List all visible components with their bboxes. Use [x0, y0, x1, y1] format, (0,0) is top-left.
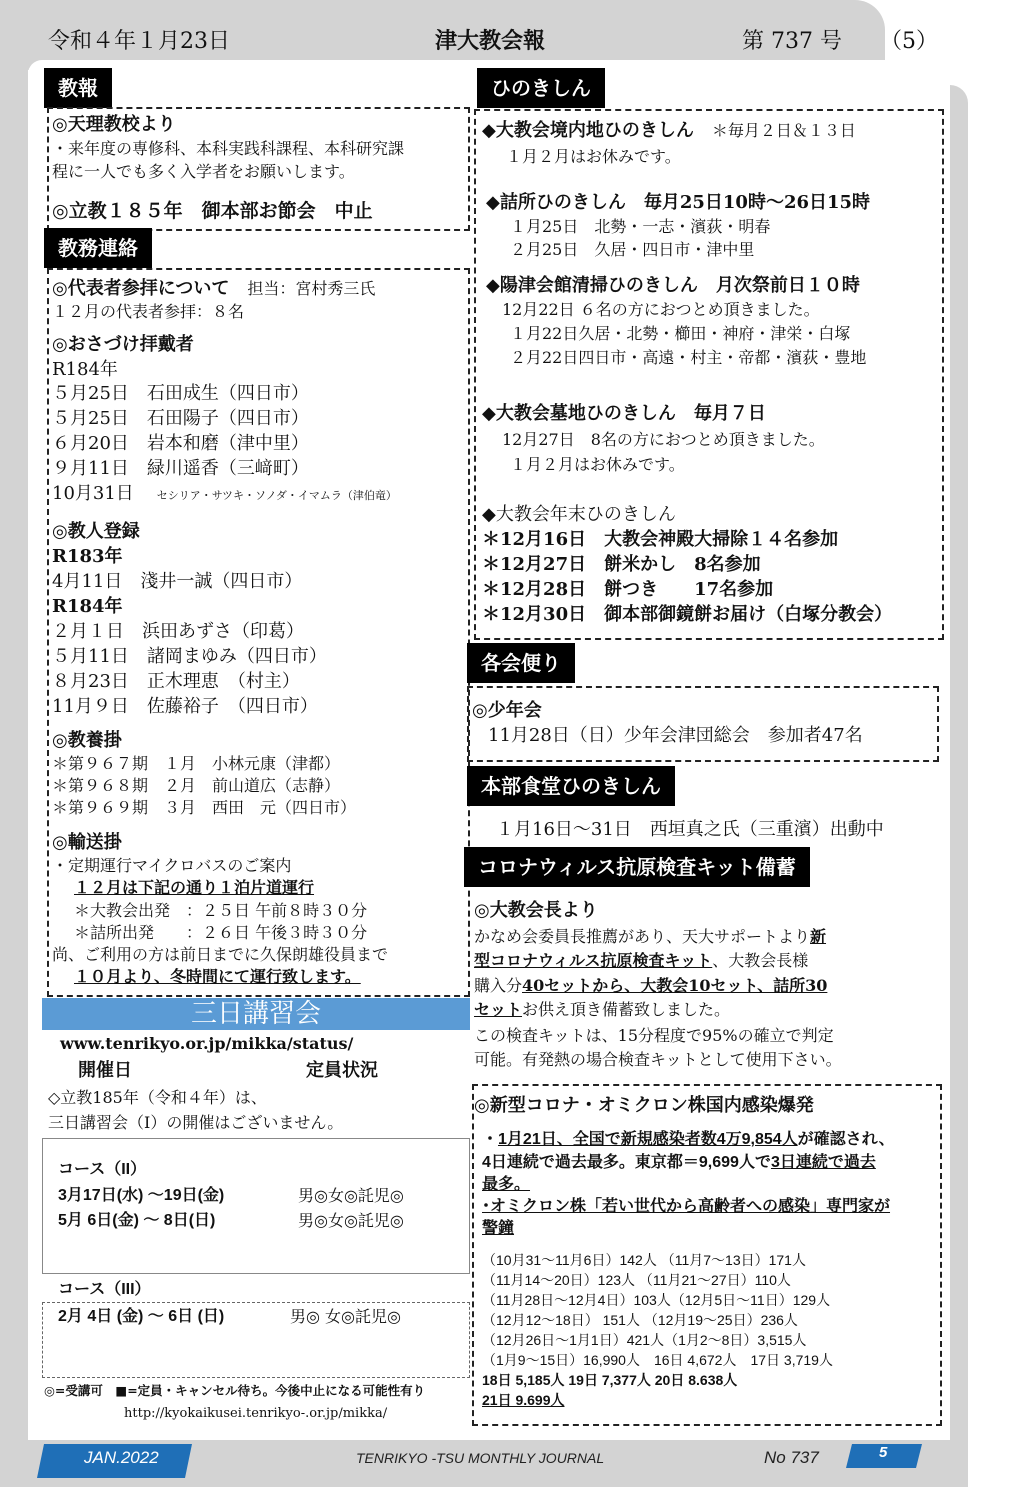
- omicron-weekly: （1月9～15日）16,990人 16日 4,672人 17日 3,719人: [482, 1352, 833, 1368]
- corona-line: この検査キットは、15分程度で95%の確立で判定: [474, 1026, 834, 1045]
- kyomu-line: ・定期運行マイクロバスのご案内: [52, 856, 292, 875]
- kyomu-line: ＊大教会出発 ：２５日 午前８時３０分: [74, 901, 368, 920]
- omicron-weekly: 18日 5,185人 19日 7,377人 20日 8.638人: [482, 1372, 738, 1388]
- mikka-course2-status: 男◎女◎託児◎: [298, 1211, 404, 1230]
- hinokishin-line: １月22日久居・北勢・櫛田・神府・津栄・白塚: [510, 324, 851, 343]
- footer-journal: TENRIKYO -TSU MONTHLY JOURNAL: [356, 1450, 605, 1466]
- kakukai-line: ◎少年会: [472, 700, 542, 721]
- kyomu-line: ＊詰所出発 ：２６日 午後３時３０分: [74, 923, 368, 942]
- header-date: 令和４年１月23日: [48, 29, 230, 54]
- mikka-course3-status: 男◎ 女◎託児◎: [290, 1307, 401, 1326]
- corona-line: ◎大教会長より: [474, 900, 598, 921]
- kyomu-line: R184年: [52, 359, 118, 380]
- kyomu-line: ５月11日 諸岡まゆみ（四日市）: [52, 646, 327, 667]
- kyomu-line: ２月１日 浜田あずさ（印葛）: [52, 621, 304, 642]
- hinokishin-line: １月25日 北勢・一志・濱荻・明春: [510, 217, 771, 236]
- corona-line: かなめ会委員長推薦があり、天大サポートより新: [474, 927, 827, 946]
- mikka-course3: コース（III）: [58, 1281, 151, 1298]
- kyomu-line: 4月11日 淺井一誠（四日市）: [52, 571, 303, 592]
- kyomu-line: 11月９日 佐藤裕子 （四日市）: [52, 696, 318, 717]
- omicron-weekly: （10月31～11月6日）142人 （11月7～13日）171人: [482, 1252, 806, 1268]
- section-kakukai: 各会便り: [467, 643, 575, 683]
- omicron-line: ･オミクロン株「若い世代から高齢者への感染」専門家が: [482, 1198, 891, 1215]
- mikka-url2[interactable]: http://kyokaikusei.tenrikyo-.or.jp/mikka/: [124, 1406, 388, 1421]
- kyomu-line: ５月25日 石田成生（四日市）: [52, 383, 309, 404]
- omicron-weekly: （11月28日～12月4日）103人（12月5日～11日）129人: [482, 1292, 831, 1308]
- mikka-note: 三日講習会（Ⅰ）の開催はございません。: [48, 1113, 344, 1132]
- corona-line: 可能。有発熱の場合検査キットとして使用下さい。: [474, 1050, 842, 1069]
- hinokishin-line: ◆詰所ひのきしん 毎月25日10時～26日15時: [486, 192, 871, 213]
- kyoho-line: ・来年度の専修科、本科実践科課程、本科研究課: [52, 139, 405, 158]
- kyomu-line: １０月より、冬時間にて運行致します。: [74, 967, 361, 986]
- page-frame-right: [950, 85, 968, 1445]
- omicron-weekly: （12月26日～1月1日）421人（1月2～8日）3,515人: [482, 1332, 807, 1348]
- kyomu-line: 10月31日 セシリア・サツキ・ソノダ・イマムラ（津伯竜）: [52, 483, 397, 504]
- kyomu-line: ＊第９６７期 １月 小林元康（津都）: [52, 754, 341, 773]
- hinokishin-line: 12月22日 ６名の方におつとめ頂きました。: [502, 300, 820, 319]
- footer-date: JAN.2022: [84, 1448, 159, 1467]
- mikka-legend: ◎=受講可 ■=定員・キャンセル待ち。今後中止になる可能性有り: [44, 1383, 426, 1398]
- corona-line: 型コロナウィルス抗原検査キット、大教会長様: [474, 951, 809, 970]
- kyomu-line: R183年: [52, 546, 123, 567]
- section-kyomu: 教務連絡: [44, 228, 152, 268]
- hinokishin-line: ◆大教会年末ひのきしん: [482, 504, 676, 525]
- kyomu-line: ◎輸送掛: [52, 832, 122, 853]
- mikka-course2: コース（II）: [58, 1161, 147, 1178]
- section-corona: コロナウィルス抗原検査キット備蓄: [464, 847, 810, 887]
- kyomu-line: ◎教養掛: [52, 730, 122, 751]
- hinokishin-line: ２月22日四日市・高遠・村主・帝都・濱荻・豊地: [510, 348, 867, 367]
- omicron-line: ・1月21日、全国で新規感染者数4万9,854人が確認され、: [482, 1131, 895, 1148]
- header-issue: 第 737 号: [742, 29, 842, 54]
- hinokishin-line: ＊12月30日 御本部御鏡餅お届け（白塚分教会）: [482, 604, 893, 625]
- hinokishin-line: 12月27日 8名の方におつとめ頂きました。: [502, 430, 825, 449]
- omicron-line: 最多。: [482, 1176, 531, 1193]
- mikka-url[interactable]: www.tenrikyo.or.jp/mikka/status/: [60, 1034, 354, 1053]
- section-shokudo: 本部食堂ひのきしん: [467, 766, 675, 806]
- kyoho-line: ◎立教１８５年 御本部お節会 中止: [52, 200, 373, 222]
- shokudo-line: １月16日～31日 西垣真之氏（三重濱）出動中: [496, 819, 884, 840]
- footer-issue: No 737: [764, 1448, 819, 1467]
- omicron-line: 4日連続で過去最多。東京都＝9,699人で3日連続で過去: [482, 1154, 876, 1171]
- omicron-weekly: 21日 9.699人: [482, 1392, 565, 1408]
- mikka-course3-date: 2月 4日 (金) ～ 6日 (日): [58, 1308, 225, 1325]
- mikka-col-status: 定員状況: [306, 1060, 378, 1081]
- section-kyoho: 教報: [44, 68, 112, 108]
- kyomu-line: ６月20日 岩本和磨（津中里）: [52, 433, 309, 454]
- header-page: （5）: [880, 29, 938, 54]
- hinokishin-line: ◆大教会墓地ひのきしん 毎月７日: [482, 403, 766, 424]
- mikka-col-date: 開催日: [78, 1060, 132, 1081]
- footer-page: 5: [879, 1444, 888, 1461]
- mikka-course2-status: 男◎女◎託児◎: [298, 1186, 404, 1205]
- kyomu-line: ＊第９６８期 ２月 前山道広（志静）: [52, 776, 341, 795]
- hinokishin-line: ◆陽津会館清掃ひのきしん 月次祭前日１０時: [486, 275, 860, 296]
- mikka-course2-date: 3月17日(水) ～19日(金): [58, 1187, 225, 1204]
- kyomu-line: ◎教人登録: [52, 521, 140, 542]
- mikka-course2-date: 5月 6日(金) ～ 8日(日): [58, 1212, 216, 1229]
- mikka-banner: 三日講習会: [42, 998, 470, 1030]
- hinokishin-line: ＊12月27日 餅米かし 8名参加: [482, 554, 761, 575]
- kyomu-line: ８月23日 正木理恵 （村主）: [52, 671, 300, 692]
- kyomu-line: R184年: [52, 596, 123, 617]
- omicron-line: 警鐘: [482, 1220, 515, 1237]
- kyomu-line: １２月の代表者参拝：８名: [52, 302, 245, 321]
- hinokishin-line: ＊12月16日 大教会神殿大掃除１４名参加: [482, 529, 839, 550]
- kyomu-line: 尚、ご利用の方は前日までに久保朗雄役員まで: [52, 945, 389, 964]
- corona-line: セットお供え頂き備蓄致しました。: [474, 1000, 731, 1019]
- kyomu-line: ＊第９６９期 ３月 西田 元（四日市）: [52, 798, 357, 817]
- omicron-weekly: （12月12～18日） 151人 （12月19～25日）236人: [482, 1312, 798, 1328]
- kyoho-line: ◎天理教校より: [52, 114, 176, 135]
- kyomu-line: ９月11日 緑川遥香（三﨑町）: [52, 458, 309, 479]
- kyomu-line: １２月は下記の通り１泊片道運行: [74, 878, 315, 897]
- mikka-note: ◇立教185年（令和４年）は、: [48, 1088, 267, 1107]
- header-title: 津大教会報: [435, 28, 546, 54]
- kakukai-line: 11月28日（日）少年会津団総会 参加者47名: [488, 725, 863, 746]
- hinokishin-line: ２月25日 久居・四日市・津中里: [510, 240, 755, 259]
- omicron-weekly: （11月14～20日）123人 （11月21～27日）110人: [482, 1272, 791, 1288]
- hinokishin-line: ＊12月28日 餅つき 17名参加: [482, 579, 774, 600]
- kyoho-line: 程に一人でも多く入学者をお願いします。: [52, 162, 355, 181]
- section-hinokishin: ひのきしん: [477, 68, 605, 108]
- hinokishin-line: ◆大教会境内地ひのきしん ＊毎月２日＆１３日: [482, 120, 856, 141]
- omicron-heading: ◎新型コロナ・オミクロン株国内感染爆発: [474, 1095, 814, 1116]
- page-frame-left: [0, 0, 28, 1440]
- hinokishin-line: １月２月はお休みです。: [510, 455, 685, 474]
- kyomu-line: ◎おさづけ拝戴者: [52, 334, 194, 355]
- kyomu-line: ５月25日 石田陽子（四日市）: [52, 408, 309, 429]
- hinokishin-line: １月２月はお休みです。: [506, 147, 681, 166]
- kyomu-line: ◎代表者参拝について 担当：宮村秀三氏: [52, 278, 376, 299]
- corona-line: 購入分40セットから、大教会10セット、詰所30: [474, 976, 828, 995]
